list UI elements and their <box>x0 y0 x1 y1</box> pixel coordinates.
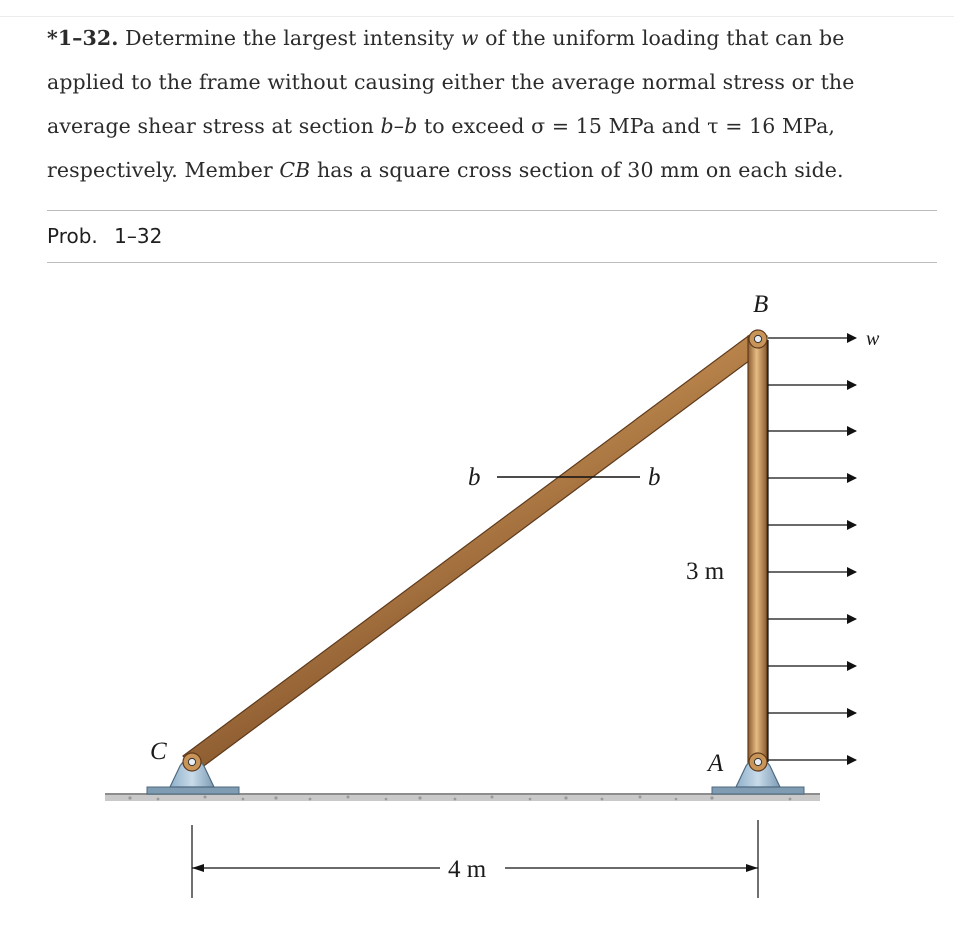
label-section-right: b <box>648 464 661 491</box>
caption-prob: Prob. <box>47 224 98 248</box>
problem-text-3a: average shear stress at section <box>47 114 374 138</box>
member-ab <box>748 336 767 764</box>
label-section-left: b <box>468 464 481 491</box>
sigma-value: σ = 15 MPa <box>531 114 656 138</box>
caption-rule-bottom <box>47 262 937 263</box>
caption-number: 1–32 <box>114 224 163 248</box>
problem-text-3b: to exceed <box>423 114 525 138</box>
figure-caption <box>47 224 162 248</box>
caption-rule-top <box>47 210 937 211</box>
problem-statement <box>47 16 927 192</box>
member-cb <box>183 334 765 771</box>
distributed-load <box>768 338 856 762</box>
intensity-symbol: w <box>460 26 479 50</box>
label-b-point: B <box>753 291 769 318</box>
label-a-point: A <box>708 750 724 777</box>
label-width: 4 m <box>448 856 487 883</box>
pin-b <box>749 330 767 348</box>
section-symbol: b–b <box>380 114 418 138</box>
problem-text-1a: Determine the largest intensity <box>125 26 455 50</box>
problem-text-2: applied to the frame without causing either the average normal stress or the <box>47 70 855 94</box>
tau-value: τ = 16 MPa, <box>707 114 836 138</box>
problem-number: *1–32. <box>47 26 119 50</box>
problem-text-and: and <box>661 114 701 138</box>
label-c-point: C <box>150 738 167 765</box>
problem-text-1b: of the uniform loading that can be <box>485 26 845 50</box>
problem-text-4a: respectively. Member <box>47 158 273 182</box>
support-a <box>712 753 804 794</box>
problem-text-4b: has a square cross section of 30 mm on each side. <box>316 158 844 182</box>
label-height: 3 m <box>686 558 725 585</box>
frame-diagram <box>0 270 954 948</box>
member-label: CB <box>279 158 311 182</box>
label-w: w <box>866 328 880 350</box>
